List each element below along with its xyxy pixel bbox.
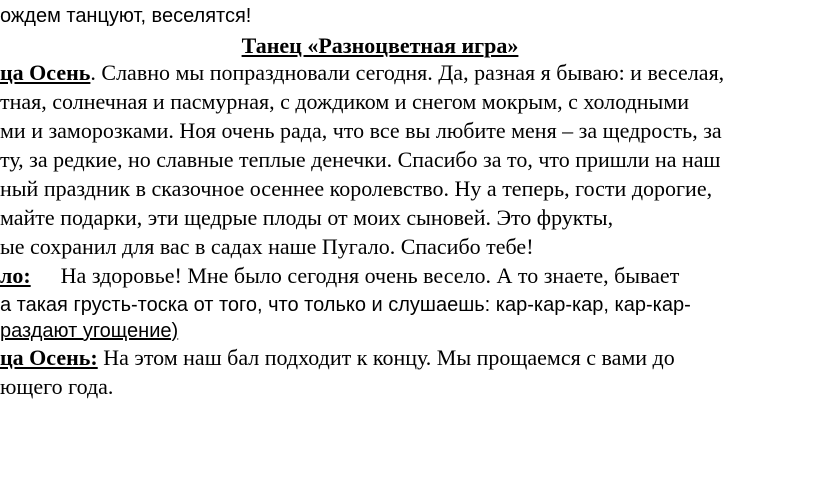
speaker-scarecrow: ло: (0, 263, 31, 288)
text-line-7: майте подарки, эти щедрые плоды от моих сыновей. Это фрукты, (0, 205, 614, 230)
dance-title: Танец «Разноцветная игра» (241, 33, 519, 58)
text-line-12 (0, 345, 675, 371)
stage-direction: раздают угощение) (0, 320, 179, 342)
speech-autumn-1: . Славно мы попраздновали сегодня. Да, разная я бываю: и веселая, (90, 60, 725, 85)
text-line-5: ту, за редкие, но славные теплые денечки. Спасибо за то, что пришли на наш (0, 147, 721, 172)
text-line-10: а такая грусть-тоска от того, что только и слушаешь: кар-кар-кар, кар-кар- (0, 294, 691, 316)
text-line-2 (0, 60, 724, 86)
text-line-6: ный праздник в сказочное осеннее королевство. Ну а теперь, гости дорогие, (0, 176, 713, 201)
speech-autumn-2: На этом наш бал подходит к концу. Мы прощаемся с вами до (97, 345, 675, 370)
text-line-13: ющего года. (0, 374, 114, 399)
speech-scarecrow: На здоровье! Мне было сегодня очень весело. А то знаете, бывает (60, 263, 680, 288)
text-line-3: тная, солнечная и пасмурная, с дождиком и снегом мокрым, с холодными (0, 89, 690, 114)
speaker-autumn: ца Осень (0, 60, 91, 85)
speaker-autumn-2: ца Осень: (0, 345, 98, 370)
text-line-1: ождем танцуют, веселятся! (0, 5, 252, 27)
text-line-4: ми и заморозками. Ноя очень рада, что все вы любите меня – за щедрость, за (0, 118, 722, 143)
text-line-9 (0, 263, 679, 289)
text-line-8: ые сохранил для вас в садах наше Пугало. Спасибо тебе! (0, 234, 534, 259)
